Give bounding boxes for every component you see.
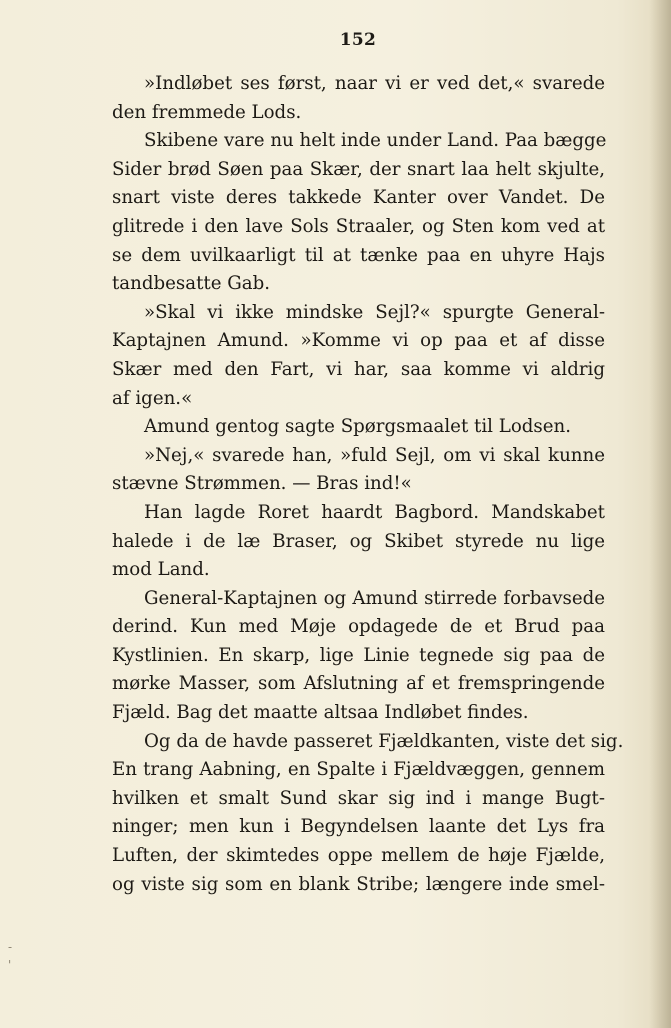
text-line: af igen.«: [112, 387, 193, 409]
text-line: Kystlinien. En skarp, lige Linie tegnede sig paa de: [112, 644, 605, 666]
text-line: Skibene vare nu helt inde under Land. Paa bægge: [144, 130, 607, 152]
text-line: mod Land.: [112, 559, 210, 581]
text-line: Luften, der skimtedes oppe mellem de høje Fjælde,: [112, 845, 605, 867]
page-number: 152: [339, 30, 377, 50]
text-line: tandbesatte Gab.: [112, 273, 271, 295]
text-line: glitrede i den lave Sols Straaler, og Sten kom ved at: [112, 215, 605, 237]
text-line: se dem uvilkaarligt til at tænke paa en uhyre Hajs: [112, 244, 605, 266]
text-line: Amund gentog sagte Spørgsmaalet til Lodsen.: [144, 416, 572, 438]
margin-speck: -: [8, 940, 13, 954]
text-line: den fremmede Lods.: [112, 101, 302, 123]
text-line: hvilken et smalt Sund skar sig ind i mange Bugt-: [112, 787, 605, 809]
text-line: »Indløbet ses først, naar vi er ved det,« svarede: [144, 73, 605, 94]
text-line: En trang Aabning, en Spalte i Fjældvæggen, gennem: [112, 759, 605, 781]
text-line: stævne Strømmen. — Bras ind!«: [112, 473, 412, 495]
text-line: Kaptajnen Amund. »Komme vi op paa et af disse: [112, 330, 605, 352]
text-line: Og da de havde passeret Fjældkanten, viste det sig.: [144, 730, 624, 752]
text-line: snart viste deres takkede Kanter over Vandet. De: [112, 187, 605, 209]
body-text: [112, 70, 624, 899]
text-line: og viste sig som en blank Stribe; længere inde smel-: [112, 873, 605, 895]
text-line: Han lagde Roret haardt Bagbord. Mandskabet: [144, 501, 605, 523]
text-line: Skær med den Fart, vi har, saa komme vi aldrig: [112, 358, 605, 380]
text-line: Sider brød Søen paa Skær, der snart laa helt skjulte,: [112, 158, 605, 180]
text-line: mørke Masser, som Afslutning af et fremspringende: [112, 673, 605, 695]
text-line: »Nej,« svarede han, »fuld Sejl, om vi skal kunne: [144, 444, 605, 466]
text-line: halede i de læ Braser, og Skibet styrede nu lige: [112, 530, 605, 552]
text-line: Fjæld. Bag det maatte altsaa Indløbet findes.: [112, 702, 529, 724]
page-edge-shadow: [649, 0, 671, 1028]
margin-speck: ': [8, 958, 12, 972]
text-line: derind. Kun med Møje opdagede de et Brud paa: [112, 616, 605, 638]
text-line: »Skal vi ikke mindske Sejl?« spurgte General-: [144, 301, 605, 323]
text-line: General-Kaptajnen og Amund stirrede forbavsede: [144, 587, 605, 609]
text-line: ninger; men kun i Begyndelsen laante det Lys fra: [112, 816, 605, 838]
